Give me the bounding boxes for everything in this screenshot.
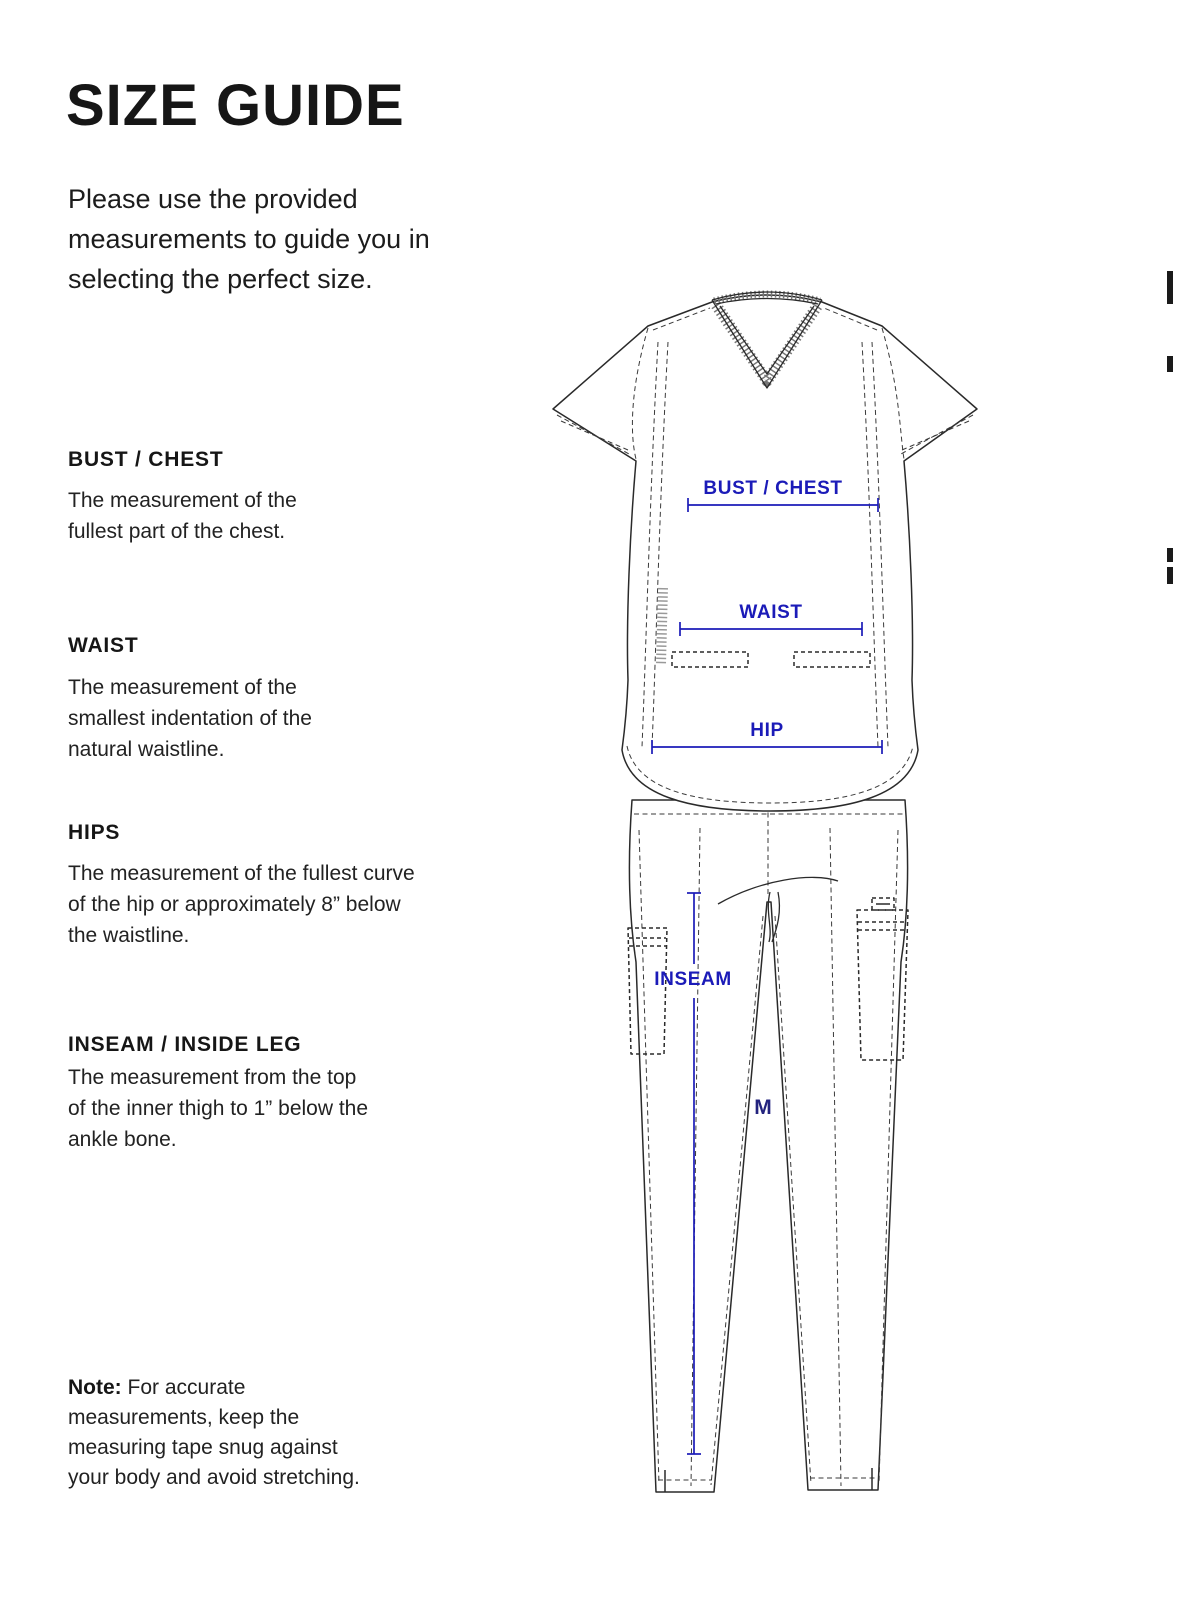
note-text [68, 1373, 380, 1493]
section-heading-bust: BUST / CHEST [68, 448, 224, 471]
inseam-measure-label: INSEAM [654, 969, 732, 990]
section-heading-hips: HIPS [68, 821, 121, 844]
bust-measure-label: BUST / CHEST [703, 478, 843, 499]
waist-measure-label: WAIST [739, 602, 803, 623]
section-heading-inseam: INSEAM / INSIDE LEG [68, 1033, 302, 1056]
garment-diagram-svg [530, 280, 1000, 1530]
page-edge-artifact [1167, 356, 1173, 372]
page-edge-artifact [1167, 548, 1173, 562]
intro-text: Please use the provided measurements to guide you in selecting the perfect size. [68, 184, 430, 294]
note-body: For accurate measurements, keep the measuring tape snug against your body and avoid stretching. [68, 1376, 360, 1490]
hip-measure-label: HIP [750, 720, 784, 741]
size-letter-label: M [754, 1096, 772, 1119]
note-label: Note: [68, 1376, 122, 1399]
page-edge-artifact [1167, 271, 1173, 304]
section-body-inseam: The measurement from the top of the inner thigh to 1” below the ankle bone. [68, 1066, 369, 1152]
section-body-bust: The measurement of the fullest part of the chest. [68, 489, 297, 544]
section-body-waist: The measurement of the smallest indentation of the natural waistline. [68, 676, 312, 762]
page-title: SIZE GUIDE [66, 73, 405, 138]
section-heading-waist: WAIST [68, 634, 139, 657]
section-body-hips: The measurement of the fullest curve of the hip or approximately 8” below the waistline. [68, 862, 415, 948]
size-diagram [530, 280, 1000, 1530]
scrub-pants-illustration [628, 800, 908, 1492]
page-edge-artifact [1167, 567, 1173, 584]
